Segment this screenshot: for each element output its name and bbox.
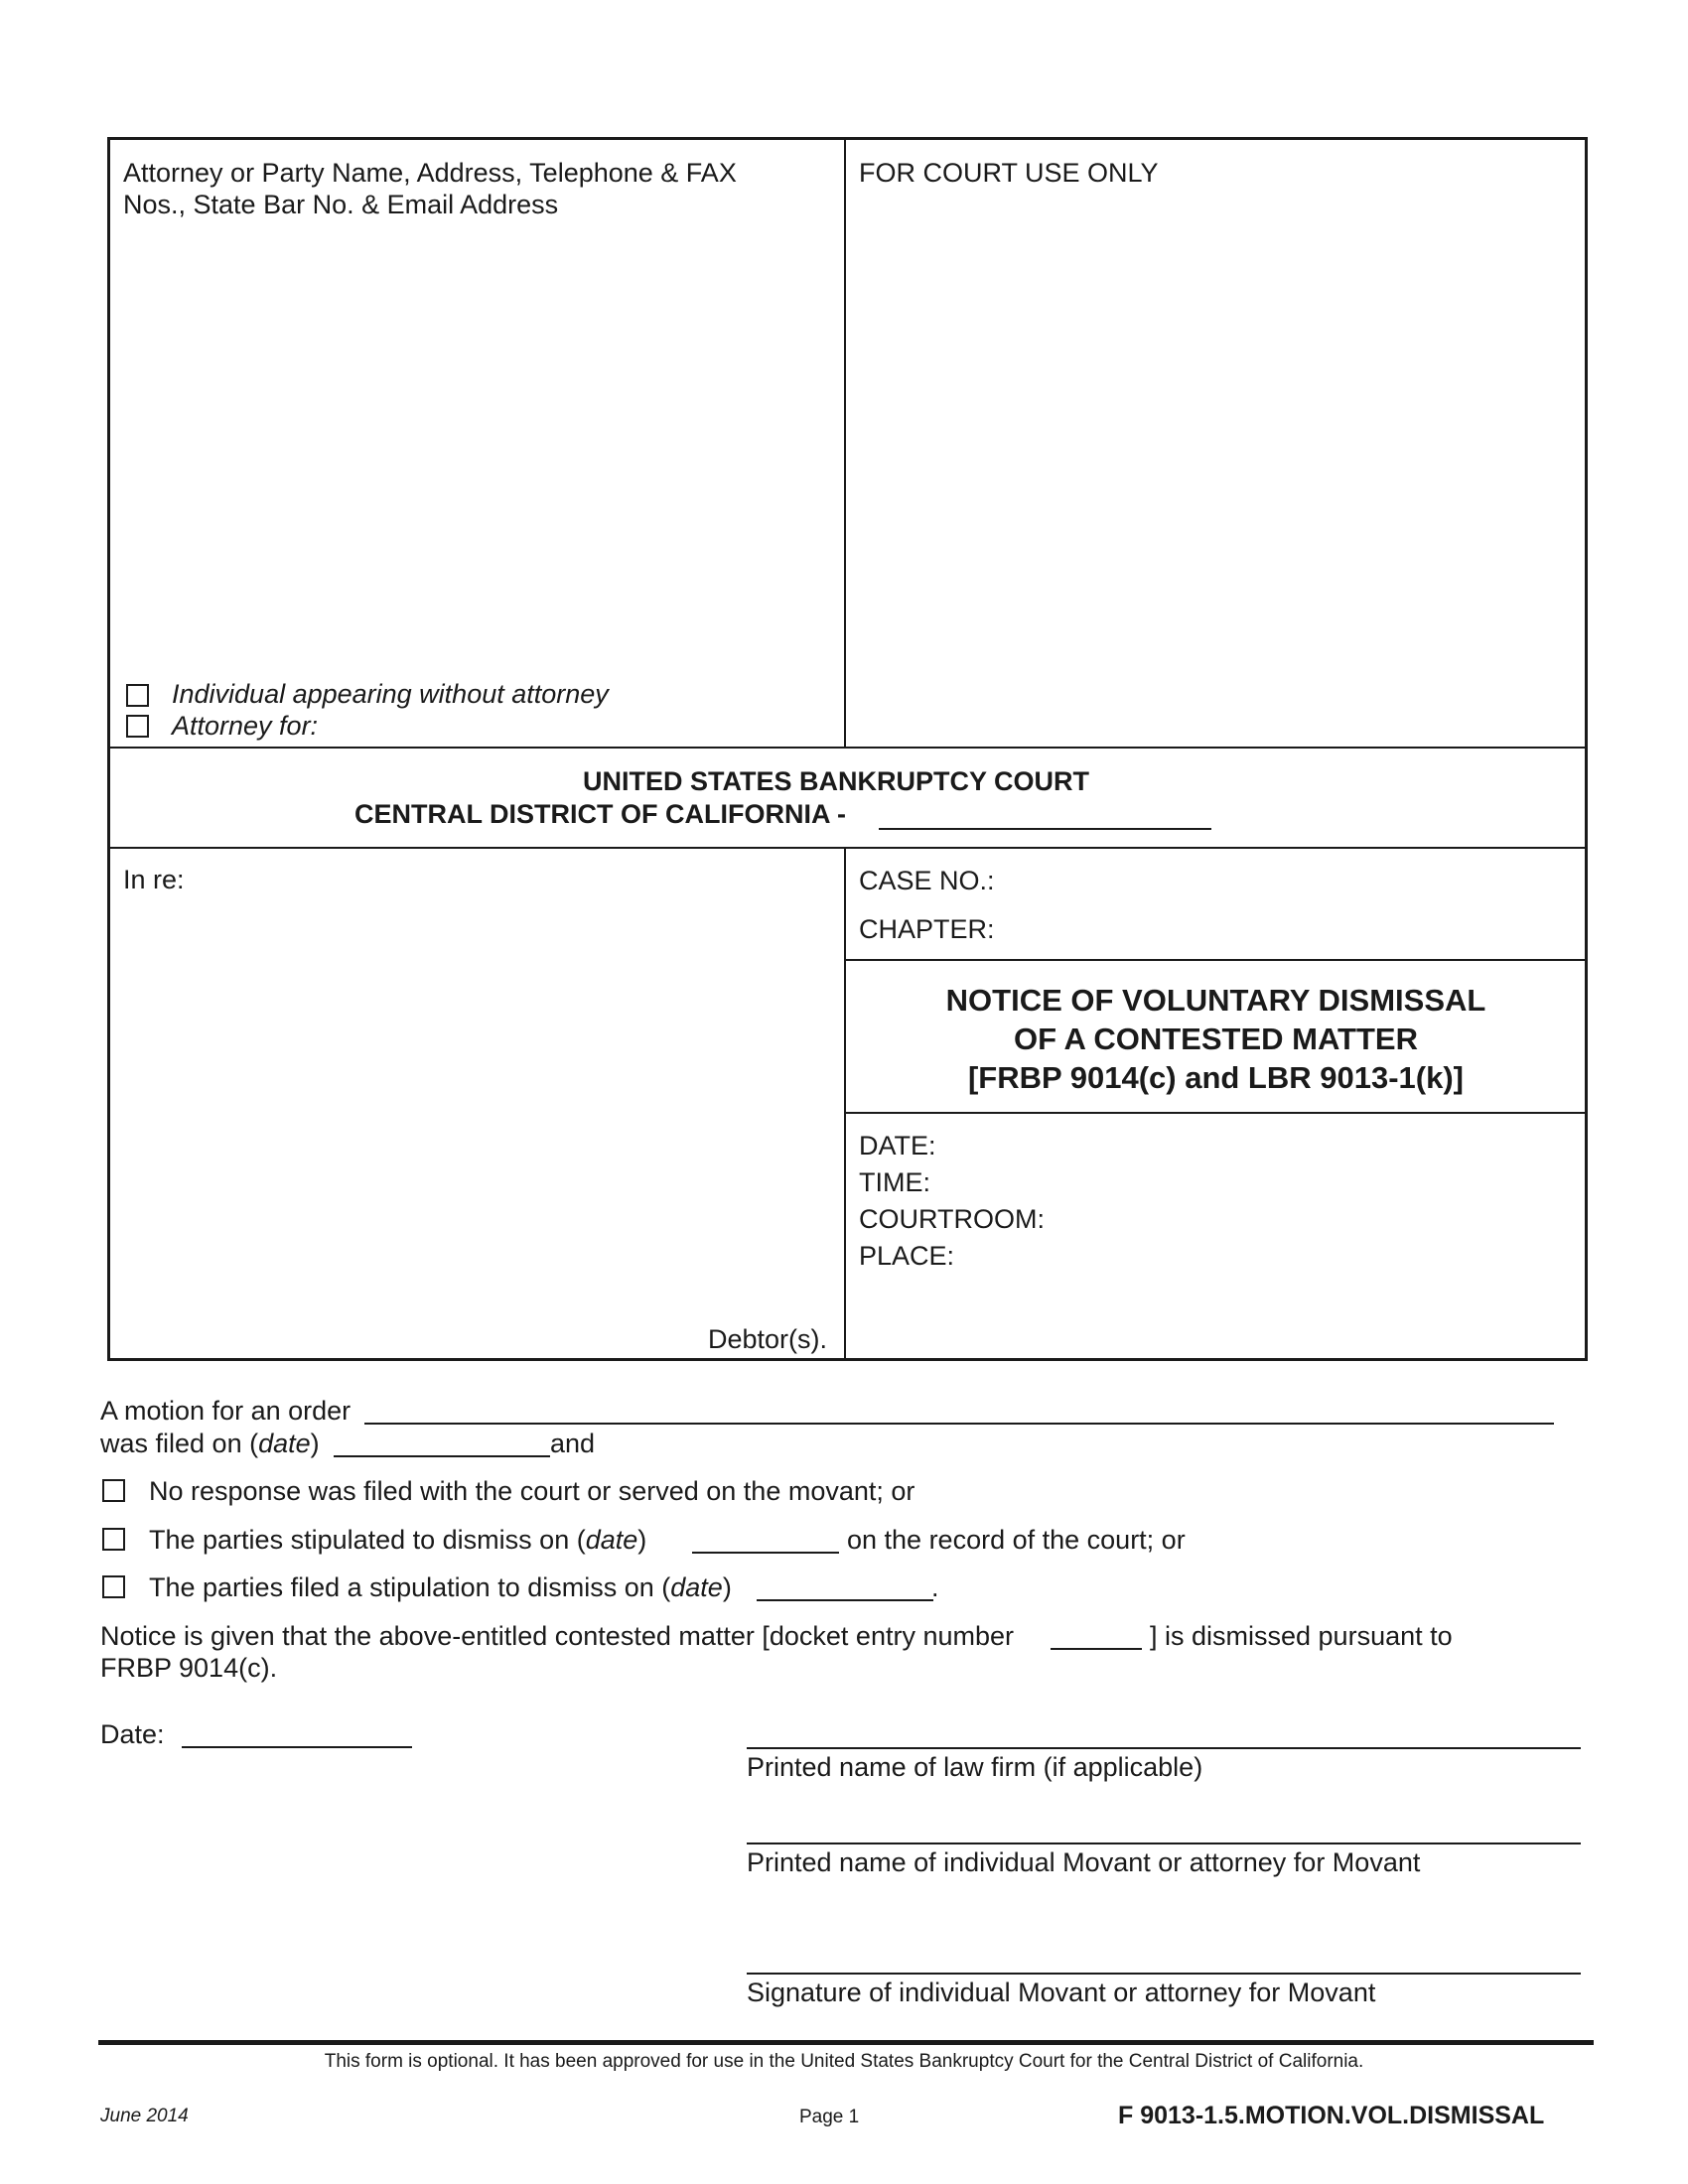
motion-prefix: A motion for an order — [100, 1396, 352, 1426]
movant-signature-caption: Signature of individual Movant or attorney for Movant — [747, 1978, 1376, 2007]
stipulation-date-line[interactable] — [757, 1599, 933, 1601]
date-label: Date: — [100, 1719, 165, 1749]
court-use-label: FOR COURT USE ONLY — [859, 158, 1159, 188]
case-no-label: CASE NO.: — [859, 866, 995, 895]
filed-on-line — [100, 1428, 320, 1459]
checkbox-no-response[interactable] — [102, 1479, 125, 1502]
form-title-line1: NOTICE OF VOLUNTARY DISMISSAL — [945, 983, 1486, 1018]
divider-vertical-bottom — [844, 847, 846, 1361]
debtors-label: Debtor(s). — [708, 1324, 828, 1354]
opt2-prefix: The parties stipulated to dismiss on ( — [149, 1525, 586, 1555]
filed-on-suffix: ) — [310, 1429, 320, 1458]
footer-date: June 2014 — [100, 2106, 189, 2126]
footer-notice: This form is optional. It has been approved for use in the United States Bankruptcy Court for the Central District of California. — [324, 2051, 1364, 2072]
movant-name-caption: Printed name of individual Movant or attorney for Movant — [747, 1847, 1421, 1877]
opt3-close: ) — [722, 1572, 732, 1602]
footer-form-id: F 9013-1.5.MOTION.VOL.DISMISSAL — [1118, 2102, 1545, 2129]
option-stipulation-filed — [149, 1571, 732, 1603]
motion-order-line[interactable] — [364, 1423, 1554, 1425]
filed-on-prefix: was filed on ( — [100, 1429, 259, 1458]
law-firm-caption: Printed name of law firm (if applicable) — [747, 1752, 1203, 1782]
movant-signature-line[interactable] — [747, 1973, 1581, 1975]
district-blank-line[interactable] — [879, 828, 1211, 830]
movant-name-line[interactable] — [747, 1843, 1581, 1844]
divider-court-bottom — [107, 847, 1588, 849]
checkbox-stipulation-filed[interactable] — [102, 1575, 125, 1598]
date-line[interactable] — [182, 1746, 412, 1748]
checkbox-stipulated-record[interactable] — [102, 1528, 125, 1551]
footer-rule — [98, 2040, 1594, 2045]
place-label: PLACE: — [859, 1241, 955, 1271]
law-firm-line[interactable] — [747, 1747, 1581, 1749]
caption-box — [107, 137, 1588, 1361]
court-name: UNITED STATES BANKRUPTCY COURT — [583, 766, 1090, 796]
attorney-label-line2: Nos., State Bar No. & Email Address — [123, 190, 559, 219]
opt3-date-word: date — [670, 1572, 723, 1602]
divider-title — [844, 1112, 1588, 1114]
option-stipulated-record — [149, 1524, 646, 1556]
checkbox-attorney-for[interactable] — [126, 715, 149, 738]
opt3-prefix: The parties filed a stipulation to dismiss on ( — [149, 1572, 671, 1602]
checkbox-individual[interactable] — [126, 684, 149, 707]
opt2-date-word: date — [585, 1525, 638, 1555]
filed-on-date-word: date — [258, 1429, 311, 1458]
courtroom-label: COURTROOM: — [859, 1204, 1045, 1234]
hearing-time-label: TIME: — [859, 1167, 930, 1197]
opt2-close: ) — [637, 1525, 647, 1555]
attorney-for-label: Attorney for: — [172, 711, 319, 741]
divider-court-top — [107, 747, 1588, 749]
stipulated-date-line[interactable] — [692, 1552, 839, 1554]
divider-chapter — [844, 959, 1588, 961]
option-no-response: No response was filed with the court or served on the movant; or — [149, 1476, 915, 1506]
notice-suffix: ] is dismissed pursuant to — [1150, 1621, 1453, 1651]
court-district: CENTRAL DISTRICT OF CALIFORNIA - — [354, 799, 846, 829]
opt2-suffix: on the record of the court; or — [847, 1525, 1186, 1555]
form-title-line3: [FRBP 9014(c) and LBR 9013-1(k)] — [967, 1060, 1464, 1095]
and-word: and — [550, 1429, 596, 1458]
notice-prefix: Notice is given that the above-entitled contested matter [docket entry number — [100, 1621, 1015, 1651]
hearing-date-label: DATE: — [859, 1131, 936, 1160]
notice-line2: FRBP 9014(c). — [100, 1653, 278, 1683]
opt3-period: . — [931, 1572, 939, 1602]
footer-page: Page 1 — [799, 2107, 860, 2127]
form-title-line2: OF A CONTESTED MATTER — [1014, 1022, 1418, 1056]
in-re-label: In re: — [123, 865, 185, 894]
docket-number-line[interactable] — [1051, 1648, 1142, 1650]
filed-on-date-line[interactable] — [334, 1455, 550, 1457]
individual-label: Individual appearing without attorney — [172, 679, 609, 709]
chapter-label: CHAPTER: — [859, 914, 995, 944]
attorney-label-line1: Attorney or Party Name, Address, Telephone & FAX — [123, 158, 737, 188]
divider-vertical-top — [844, 137, 846, 748]
